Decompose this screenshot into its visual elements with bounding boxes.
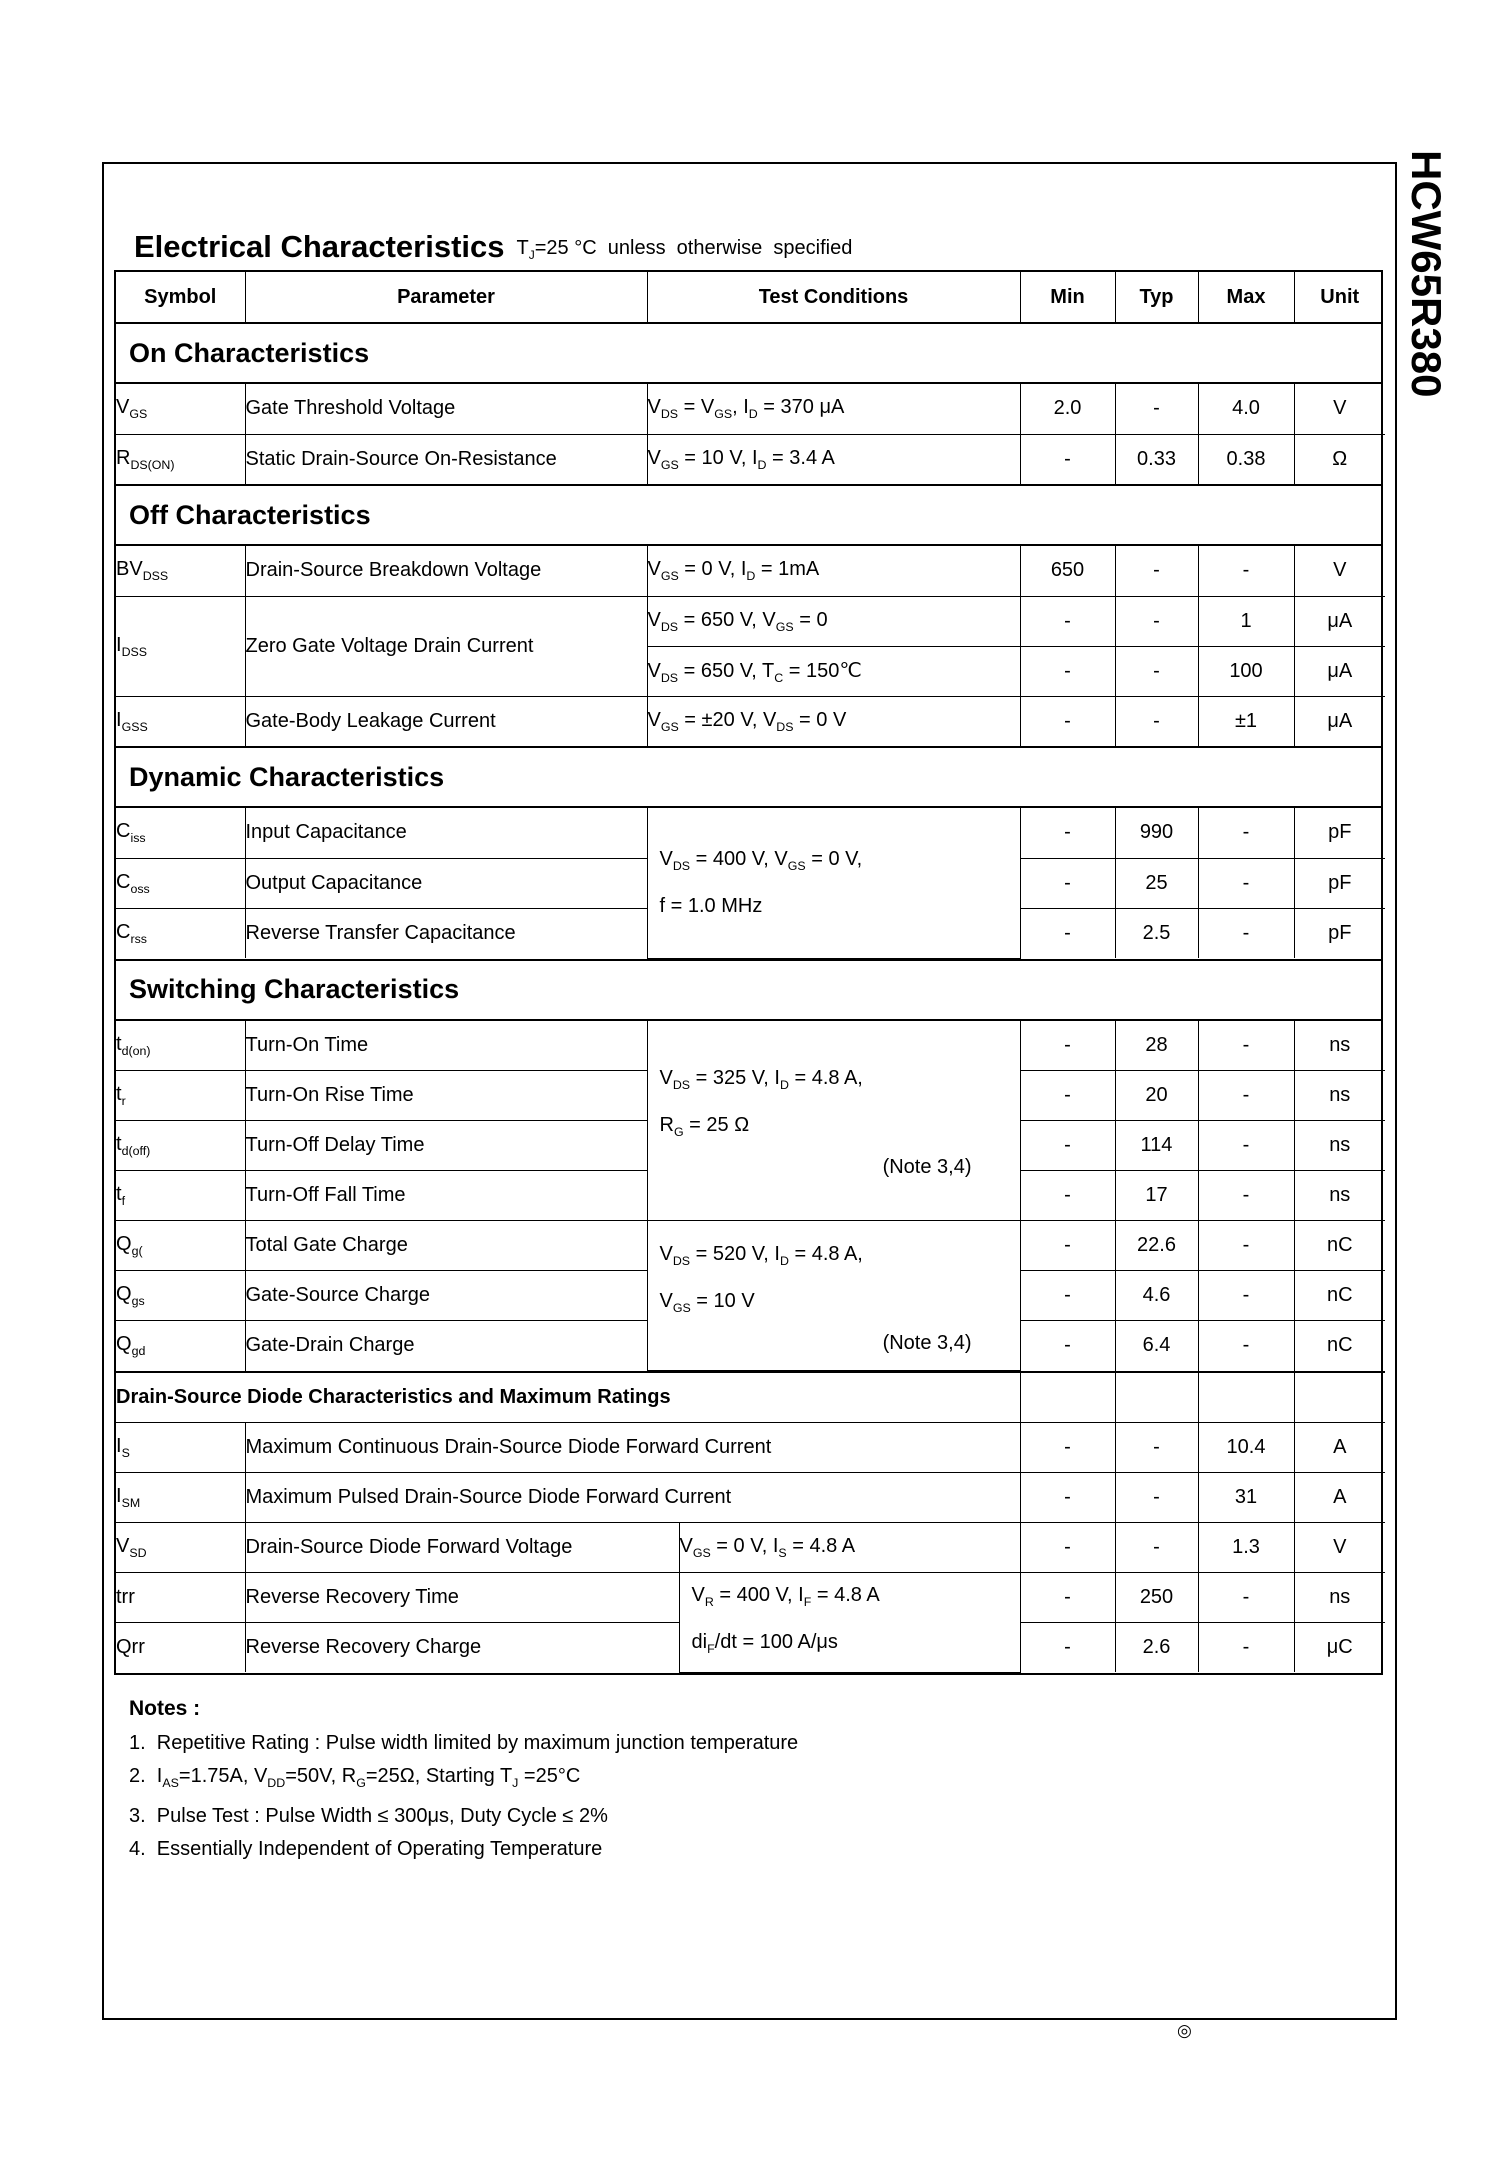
cell-parameter: Turn-Off Fall Time <box>245 1171 647 1221</box>
cell-min: - <box>1020 1021 1115 1071</box>
note-item: 2. $I_{AS}=1.75A$, $V_{DD}=50V$, $R_G=25\Omega$, Starting $T_J =25^\circ C$ <box>129 1764 581 1790</box>
cell-condition: $V_{DS} = 650$ V, $T_C$ = 150℃ <box>647 646 1020 696</box>
cell-parameter: Static Drain-Source On-Resistance <box>245 434 647 484</box>
cell-symbol: $R_{DS(ON)}$ <box>116 434 245 484</box>
cell-symbol: $Q_{gd}$ <box>116 1321 245 1371</box>
condition-line: $R_G = 25$ Ω <box>659 1114 750 1140</box>
table-row <box>116 596 1385 646</box>
condition-note: (Note 3,4) <box>882 1331 972 1354</box>
section-heading-dynamic: Dynamic Characteristics <box>116 746 1381 808</box>
cell-min: - <box>1020 858 1115 908</box>
cell-min: - <box>1020 1271 1115 1321</box>
cell-parameter: Maximum Pulsed Drain-Source Diode Forward Current <box>245 1472 1020 1522</box>
cell-typ: 2.5 <box>1115 908 1198 958</box>
cell-unit: μA <box>1294 596 1385 646</box>
note-item: 3. Pulse Test : Pulse Width ≤ 300μs, Duty Cycle ≤ 2% <box>129 1804 608 1827</box>
cell-min: - <box>1020 596 1115 646</box>
cell-max: - <box>1198 1622 1294 1672</box>
condition-line: $V_R = 400$ V, $I_F = 4.8$ A <box>691 1584 880 1609</box>
cell-unit: μA <box>1294 646 1385 696</box>
page-title: Electrical Characteristics <box>134 229 505 264</box>
table-row <box>116 1221 1385 1271</box>
cell-min: - <box>1020 1572 1115 1622</box>
section-heading-off: Off Characteristics <box>116 484 1381 546</box>
cell-condition: $V_{GS} = \pm 20$ V, $V_{DS} = 0$ V <box>647 696 1020 746</box>
cell-typ: 28 <box>1115 1021 1198 1071</box>
cell-parameter: Gate-Drain Charge <box>245 1321 647 1371</box>
condition-line: $di_F/dt = 100$ A/μs <box>691 1631 838 1656</box>
condition-note: (Note 3,4) <box>882 1156 972 1179</box>
cell-typ: 250 <box>1115 1572 1198 1622</box>
cell-min: - <box>1020 1422 1115 1472</box>
cell-max: - <box>1198 1221 1294 1271</box>
cell-symbol: $I_{DSS}$ <box>116 596 245 696</box>
cell-typ: 114 <box>1115 1121 1198 1171</box>
cell-min: - <box>1020 1622 1115 1672</box>
cell-typ: 20 <box>1115 1071 1198 1121</box>
notes-heading: Notes : <box>129 1696 201 1720</box>
cell-symbol: $Q_{gs}$ <box>116 1271 245 1321</box>
cell-unit: μC <box>1294 1622 1385 1672</box>
cell-unit: V <box>1294 384 1385 434</box>
cell-max: - <box>1198 1171 1294 1221</box>
cell-symbol: $C_{oss}$ <box>116 858 245 908</box>
cell-parameter: Output Capacitance <box>245 858 647 908</box>
cell-min: - <box>1020 808 1115 858</box>
cell-parameter: Drain-Source Diode Forward Voltage <box>245 1522 679 1572</box>
part-number-vertical: HCW65R380 <box>1403 150 1450 398</box>
cell-symbol: $t_{d(off)}$ <box>116 1121 245 1171</box>
table-row <box>116 1472 1385 1522</box>
column-header-min: Min <box>1020 272 1115 322</box>
cell-max: - <box>1198 1121 1294 1171</box>
cell-parameter: Maximum Continuous Drain-Source Diode Forward Current <box>245 1422 1020 1472</box>
cell-parameter: Turn-On Time <box>245 1021 647 1071</box>
cell-max: 1.3 <box>1198 1522 1294 1572</box>
registered-mark-icon: ◎ <box>1177 2021 1192 2040</box>
cell-min: - <box>1020 646 1115 696</box>
cell-min: 650 <box>1020 546 1115 596</box>
cell-max: - <box>1198 1071 1294 1121</box>
cell-unit: pF <box>1294 908 1385 958</box>
cell-unit: ns <box>1294 1021 1385 1071</box>
condition-line: $V_{DS} = 325$ V, $I_D = 4.8$ A, <box>659 1067 863 1093</box>
cell-symbol: $t_{d(on)}$ <box>116 1021 245 1071</box>
cell-typ: - <box>1115 1472 1198 1522</box>
cell-min: - <box>1020 434 1115 484</box>
cell-min: 2.0 <box>1020 384 1115 434</box>
cell-parameter: Total Gate Charge <box>245 1221 647 1271</box>
section-heading-row-diode <box>116 1372 1385 1422</box>
table-row <box>116 696 1385 746</box>
table-row <box>116 808 1385 858</box>
cell-symbol: $t_r$ <box>116 1071 245 1121</box>
cell-min: - <box>1020 1171 1115 1221</box>
cell-parameter: Turn-On Rise Time <box>245 1071 647 1121</box>
cell-typ: 17 <box>1115 1171 1198 1221</box>
cell-typ: - <box>1115 1422 1198 1472</box>
table-header-row <box>116 272 1385 322</box>
cell-min: - <box>1020 1522 1115 1572</box>
table-row <box>116 384 1385 434</box>
cell-symbol: $BV_{DSS}$ <box>116 546 245 596</box>
notes-section <box>129 1697 1395 1860</box>
section-table-off <box>116 546 1385 746</box>
cell-symbol: Qrr <box>116 1622 245 1672</box>
cell-symbol: $I_S$ <box>116 1422 245 1472</box>
column-header-parameter: Parameter <box>245 272 647 322</box>
cell-typ: 0.33 <box>1115 434 1198 484</box>
cell-parameter: Drain-Source Breakdown Voltage <box>245 546 647 596</box>
cell-max: 31 <box>1198 1472 1294 1522</box>
condition-line: $V_{GS} = 10$ V <box>659 1289 755 1315</box>
cell-max: - <box>1198 546 1294 596</box>
cell-unit: nC <box>1294 1321 1385 1371</box>
cell-max: - <box>1198 1321 1294 1371</box>
cell-condition: $V_{GS} = 0$ V, $I_D = 1mA$ <box>647 546 1020 596</box>
cell-typ: 990 <box>1115 808 1198 858</box>
cell-unit: ns <box>1294 1121 1385 1171</box>
cell-empty <box>1115 1372 1198 1422</box>
cell-condition-group <box>647 808 1020 958</box>
cell-parameter: Input Capacitance <box>245 808 647 858</box>
cell-unit: V <box>1294 1522 1385 1572</box>
table-row <box>116 1572 1385 1622</box>
cell-typ: - <box>1115 646 1198 696</box>
cell-typ: - <box>1115 384 1198 434</box>
cell-min: - <box>1020 1221 1115 1271</box>
cell-typ: 22.6 <box>1115 1221 1198 1271</box>
condition-line: $V_{DS} = 520$ V, $I_D = 4.8$ A, <box>659 1242 863 1268</box>
table-row <box>116 546 1385 596</box>
section-table-on <box>116 384 1385 484</box>
cell-min: - <box>1020 1472 1115 1522</box>
cell-symbol: $V_{GS}$ <box>116 384 245 434</box>
characteristics-table <box>114 270 1383 1675</box>
section-heading-on: On Characteristics <box>116 322 1381 384</box>
cell-parameter: Reverse Transfer Capacitance <box>245 908 647 958</box>
cell-typ: 4.6 <box>1115 1271 1198 1321</box>
cell-typ: 2.6 <box>1115 1622 1198 1672</box>
cell-symbol: $V_{SD}$ <box>116 1522 245 1572</box>
table-row <box>116 1522 1385 1572</box>
cell-unit: nC <box>1294 1221 1385 1271</box>
cell-max: 100 <box>1198 646 1294 696</box>
cell-unit: pF <box>1294 808 1385 858</box>
condition-line: $V_{DS} = 400$ V, $V_{GS} = 0$ V, <box>659 848 863 874</box>
cell-max: - <box>1198 1271 1294 1321</box>
cell-symbol: trr <box>116 1572 245 1622</box>
column-header-test-conditions: Test Conditions <box>647 272 1020 322</box>
cell-typ: - <box>1115 546 1198 596</box>
column-header-unit: Unit <box>1294 272 1385 322</box>
cell-symbol: $I_{GSS}$ <box>116 696 245 746</box>
cell-unit: ns <box>1294 1171 1385 1221</box>
table-row <box>116 434 1385 484</box>
cell-parameter: Zero Gate Voltage Drain Current <box>245 596 647 696</box>
cell-condition-group <box>647 1221 1020 1371</box>
cell-empty <box>1198 1372 1294 1422</box>
cell-max: 0.38 <box>1198 434 1294 484</box>
cell-min: - <box>1020 1121 1115 1171</box>
table-row <box>116 1021 1385 1071</box>
cell-max: - <box>1198 1021 1294 1071</box>
cell-unit: ns <box>1294 1572 1385 1622</box>
cell-condition: $V_{DS} = 650$ V, $V_{GS} = 0$ <box>647 596 1020 646</box>
cell-min: - <box>1020 908 1115 958</box>
title-block <box>104 164 1395 270</box>
cell-parameter: Reverse Recovery Charge <box>245 1622 679 1672</box>
cell-min: - <box>1020 1321 1115 1371</box>
note-item: 4. Essentially Independent of Operating Temperature <box>129 1837 603 1860</box>
cell-unit: ns <box>1294 1071 1385 1121</box>
section-table-diode <box>116 1371 1385 1673</box>
section-heading-switching: Switching Characteristics <box>116 959 1381 1021</box>
section-table-switching <box>116 1021 1385 1372</box>
cell-unit: A <box>1294 1472 1385 1522</box>
cell-max: 4.0 <box>1198 384 1294 434</box>
cell-max: - <box>1198 808 1294 858</box>
cell-unit: A <box>1294 1422 1385 1472</box>
table-header <box>116 272 1385 322</box>
cell-typ: 6.4 <box>1115 1321 1198 1371</box>
cell-typ: - <box>1115 696 1198 746</box>
section-table-dynamic <box>116 808 1385 959</box>
cell-parameter: Gate-Body Leakage Current <box>245 696 647 746</box>
table-row <box>116 1422 1385 1472</box>
cell-symbol: $t_f$ <box>116 1171 245 1221</box>
title-condition-note: $T_J=25$ °C unless otherwise specified <box>516 237 853 262</box>
page-frame <box>102 162 1397 2020</box>
cell-unit: pF <box>1294 858 1385 908</box>
column-header-typ: Typ <box>1115 272 1198 322</box>
cell-max: 10.4 <box>1198 1422 1294 1472</box>
cell-max: - <box>1198 858 1294 908</box>
section-heading-diode: Drain-Source Diode Characteristics and Maximum Ratings <box>116 1372 1020 1422</box>
condition-line: f = 1.0 MHz <box>659 895 763 918</box>
cell-empty <box>1294 1372 1385 1422</box>
cell-unit: V <box>1294 546 1385 596</box>
cell-typ: - <box>1115 1522 1198 1572</box>
cell-empty <box>1020 1372 1115 1422</box>
cell-typ: - <box>1115 596 1198 646</box>
cell-unit: μA <box>1294 696 1385 746</box>
cell-typ: 25 <box>1115 858 1198 908</box>
cell-max: - <box>1198 1572 1294 1622</box>
column-header-symbol: Symbol <box>116 272 245 322</box>
cell-min: - <box>1020 696 1115 746</box>
cell-parameter: Reverse Recovery Time <box>245 1572 679 1622</box>
cell-condition: $V_{GS} = 0$ V, $I_S = 4.8$ A <box>679 1522 1020 1572</box>
cell-symbol: $I_{SM}$ <box>116 1472 245 1522</box>
cell-max: 1 <box>1198 596 1294 646</box>
cell-parameter: Gate Threshold Voltage <box>245 384 647 434</box>
cell-unit: Ω <box>1294 434 1385 484</box>
cell-min: - <box>1020 1071 1115 1121</box>
cell-condition: $V_{DS} = V_{GS}$, $I_D = 370$ μA <box>647 384 1020 434</box>
cell-symbol: $Q_{g(}$ <box>116 1221 245 1271</box>
cell-max: ±1 <box>1198 696 1294 746</box>
cell-symbol: $C_{rss}$ <box>116 908 245 958</box>
cell-max: - <box>1198 908 1294 958</box>
cell-parameter: Gate-Source Charge <box>245 1271 647 1321</box>
cell-unit: nC <box>1294 1271 1385 1321</box>
cell-condition-group <box>647 1021 1020 1221</box>
note-item: 1. Repetitive Rating : Pulse width limited by maximum junction temperature <box>129 1731 799 1754</box>
column-header-max: Max <box>1198 272 1294 322</box>
cell-condition-group <box>679 1572 1020 1672</box>
cell-parameter: Turn-Off Delay Time <box>245 1121 647 1171</box>
cell-condition: $V_{GS} = 10$ V, $I_D = 3.4$ A <box>647 434 1020 484</box>
cell-symbol: $C_{iss}$ <box>116 808 245 858</box>
